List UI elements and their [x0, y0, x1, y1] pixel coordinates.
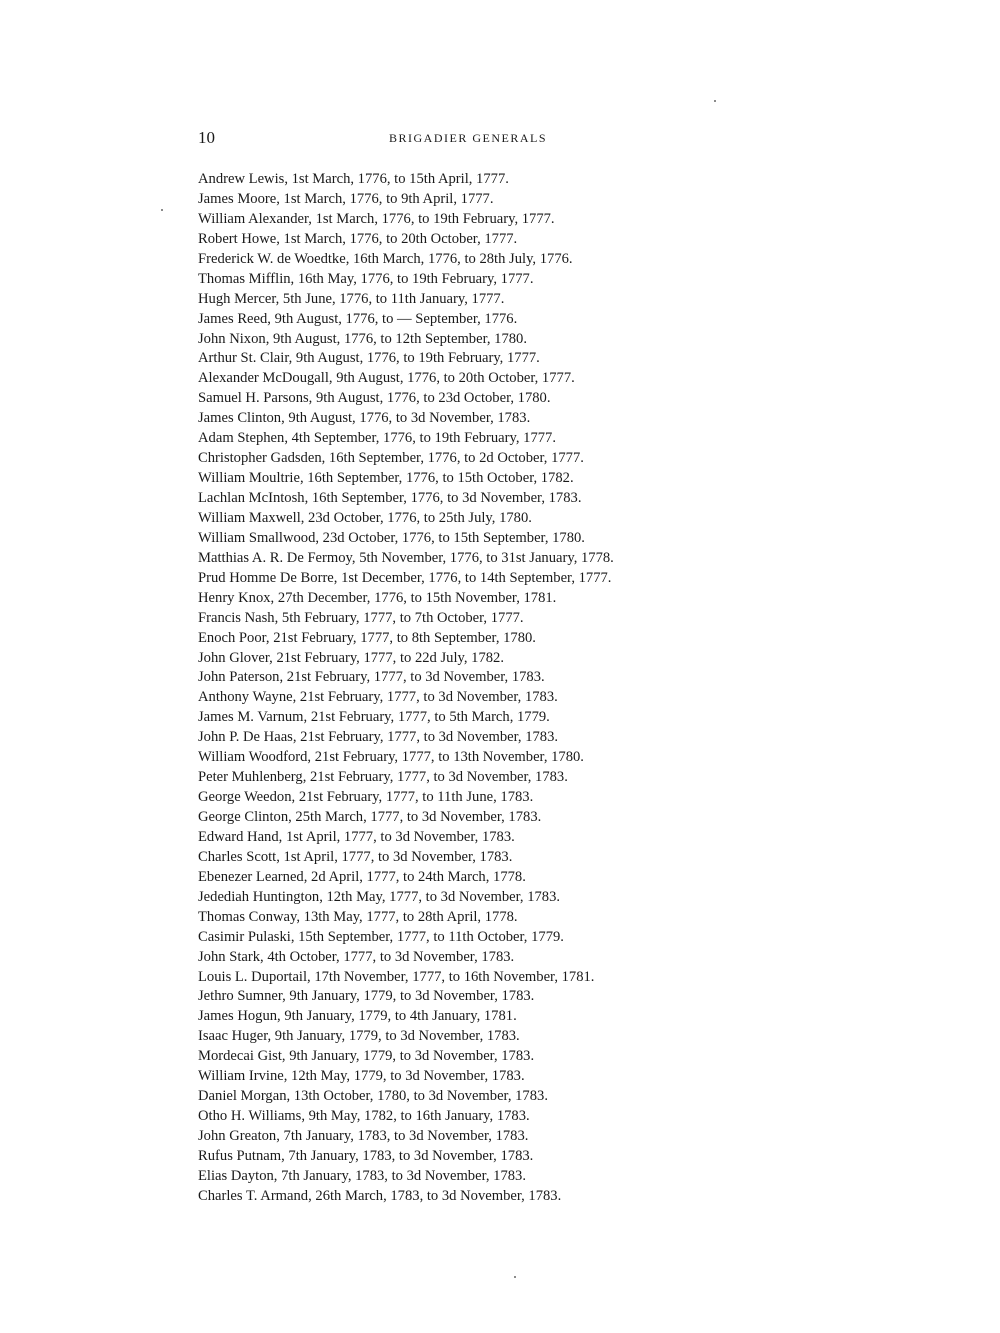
scan-speck-left	[161, 209, 163, 211]
list-item: Charles T. Armand, 26th March, 1783, to 3d November, 1783.	[198, 1187, 562, 1204]
list-item: James Clinton, 9th August, 1776, to 3d November, 1783.	[198, 410, 531, 427]
list-item: Adam Stephen, 4th September, 1776, to 19th February, 1777.	[198, 430, 556, 447]
list-item: Lachlan McIntosh, 16th September, 1776, to 3d November, 1783.	[198, 490, 582, 506]
list-item: Otho H. Williams, 9th May, 1782, to 16th January, 1783.	[198, 1108, 530, 1125]
list-item: Christopher Gadsden, 16th September, 1776, to 2d October, 1777.	[198, 450, 584, 467]
list-item: James Hogun, 9th January, 1779, to 4th January, 1781.	[198, 1008, 517, 1025]
list-item: Elias Dayton, 7th January, 1783, to 3d November, 1783.	[198, 1167, 526, 1184]
list-item: Prud Homme De Borre, 1st December, 1776, to 14th September, 1777.	[198, 569, 612, 586]
list-item: Arthur St. Clair, 9th August, 1776, to 19th February, 1777.	[198, 350, 540, 367]
list-item: George Clinton, 25th March, 1777, to 3d November, 1783.	[198, 809, 542, 825]
list-item: Alexander McDougall, 9th August, 1776, to 20th October, 1777.	[198, 370, 575, 387]
list-item: Anthony Wayne, 21st February, 1777, to 3d November, 1783.	[198, 689, 558, 706]
list-item: Daniel Morgan, 13th October, 1780, to 3d November, 1783.	[198, 1088, 548, 1105]
list-item: Rufus Putnam, 7th January, 1783, to 3d November, 1783.	[198, 1147, 534, 1164]
page-header	[198, 128, 738, 152]
list-item: George Weedon, 21st February, 1777, to 11th June, 1783.	[198, 789, 534, 806]
list-item: Louis L. Duportail, 17th November, 1777, to 16th November, 1781.	[198, 968, 595, 985]
running-head: BRIGADIER GENERALS	[389, 131, 547, 145]
list-item: Casimir Pulaski, 15th September, 1777, to 11th October, 1779.	[198, 928, 564, 945]
list-item: Thomas Mifflin, 16th May, 1776, to 19th February, 1777.	[198, 270, 534, 287]
list-item: Ebenezer Learned, 2d April, 1777, to 24th March, 1778.	[198, 868, 526, 885]
list-item: Andrew Lewis, 1st March, 1776, to 15th April, 1777.	[198, 171, 509, 187]
list-item: William Smallwood, 23d October, 1776, to 15th September, 1780.	[198, 529, 585, 546]
list-item: Enoch Poor, 21st February, 1777, to 8th September, 1780.	[198, 629, 536, 646]
list-item: Samuel H. Parsons, 9th August, 1776, to 23d October, 1780.	[198, 390, 551, 407]
list-item: John Paterson, 21st February, 1777, to 3d November, 1783.	[198, 669, 545, 686]
list-item: William Moultrie, 16th September, 1776, to 15th October, 1782.	[198, 470, 574, 487]
list-item: Hugh Mercer, 5th June, 1776, to 11th January, 1777.	[198, 290, 505, 307]
list-item: John Nixon, 9th August, 1776, to 12th September, 1780.	[198, 330, 527, 347]
list-item: James Reed, 9th August, 1776, to — September, 1776.	[198, 310, 518, 327]
list-item: Edward Hand, 1st April, 1777, to 3d November, 1783.	[198, 828, 515, 845]
list-item: Frederick W. de Woedtke, 16th March, 1776, to 28th July, 1776.	[198, 250, 573, 267]
list-item: John Greaton, 7th January, 1783, to 3d November, 1783.	[198, 1128, 529, 1144]
list-item: Henry Knox, 27th December, 1776, to 15th November, 1781.	[198, 589, 557, 606]
list-item: John Stark, 4th October, 1777, to 3d November, 1783.	[198, 948, 515, 965]
list-item: James M. Varnum, 21st February, 1777, to 5th March, 1779.	[198, 709, 550, 726]
list-item: Francis Nash, 5th February, 1777, to 7th October, 1777.	[198, 609, 524, 626]
scan-speck-top	[714, 100, 716, 102]
list-item: John Glover, 21st February, 1777, to 22d July, 1782.	[198, 649, 504, 666]
list-item: William Alexander, 1st March, 1776, to 19th February, 1777.	[198, 210, 555, 227]
brigadier-generals-list	[198, 170, 798, 1207]
list-item: Isaac Huger, 9th January, 1779, to 3d November, 1783.	[198, 1028, 520, 1045]
list-item: Thomas Conway, 13th May, 1777, to 28th April, 1778.	[198, 908, 518, 925]
list-item: Peter Muhlenberg, 21st February, 1777, to 3d November, 1783.	[198, 769, 568, 786]
list-item: Robert Howe, 1st March, 1776, to 20th October, 1777.	[198, 230, 518, 247]
list-item: James Moore, 1st March, 1776, to 9th April, 1777.	[198, 190, 494, 207]
list-item: William Woodford, 21st February, 1777, to 13th November, 1780.	[198, 749, 584, 766]
list-item: Charles Scott, 1st April, 1777, to 3d November, 1783.	[198, 848, 513, 865]
list-item: Matthias A. R. De Fermoy, 5th November, 1776, to 31st January, 1778.	[198, 549, 614, 566]
scan-speck-bottom	[514, 1276, 516, 1278]
list-item: Mordecai Gist, 9th January, 1779, to 3d November, 1783.	[198, 1048, 535, 1065]
list-item: William Maxwell, 23d October, 1776, to 25th July, 1780.	[198, 509, 532, 526]
list-item: Jedediah Huntington, 12th May, 1777, to 3d November, 1783.	[198, 888, 561, 905]
page-number: 10	[198, 128, 215, 147]
list-item: William Irvine, 12th May, 1779, to 3d November, 1783.	[198, 1068, 525, 1085]
list-item: John P. De Haas, 21st February, 1777, to 3d November, 1783.	[198, 729, 559, 746]
list-item: Jethro Sumner, 9th January, 1779, to 3d November, 1783.	[198, 988, 535, 1005]
